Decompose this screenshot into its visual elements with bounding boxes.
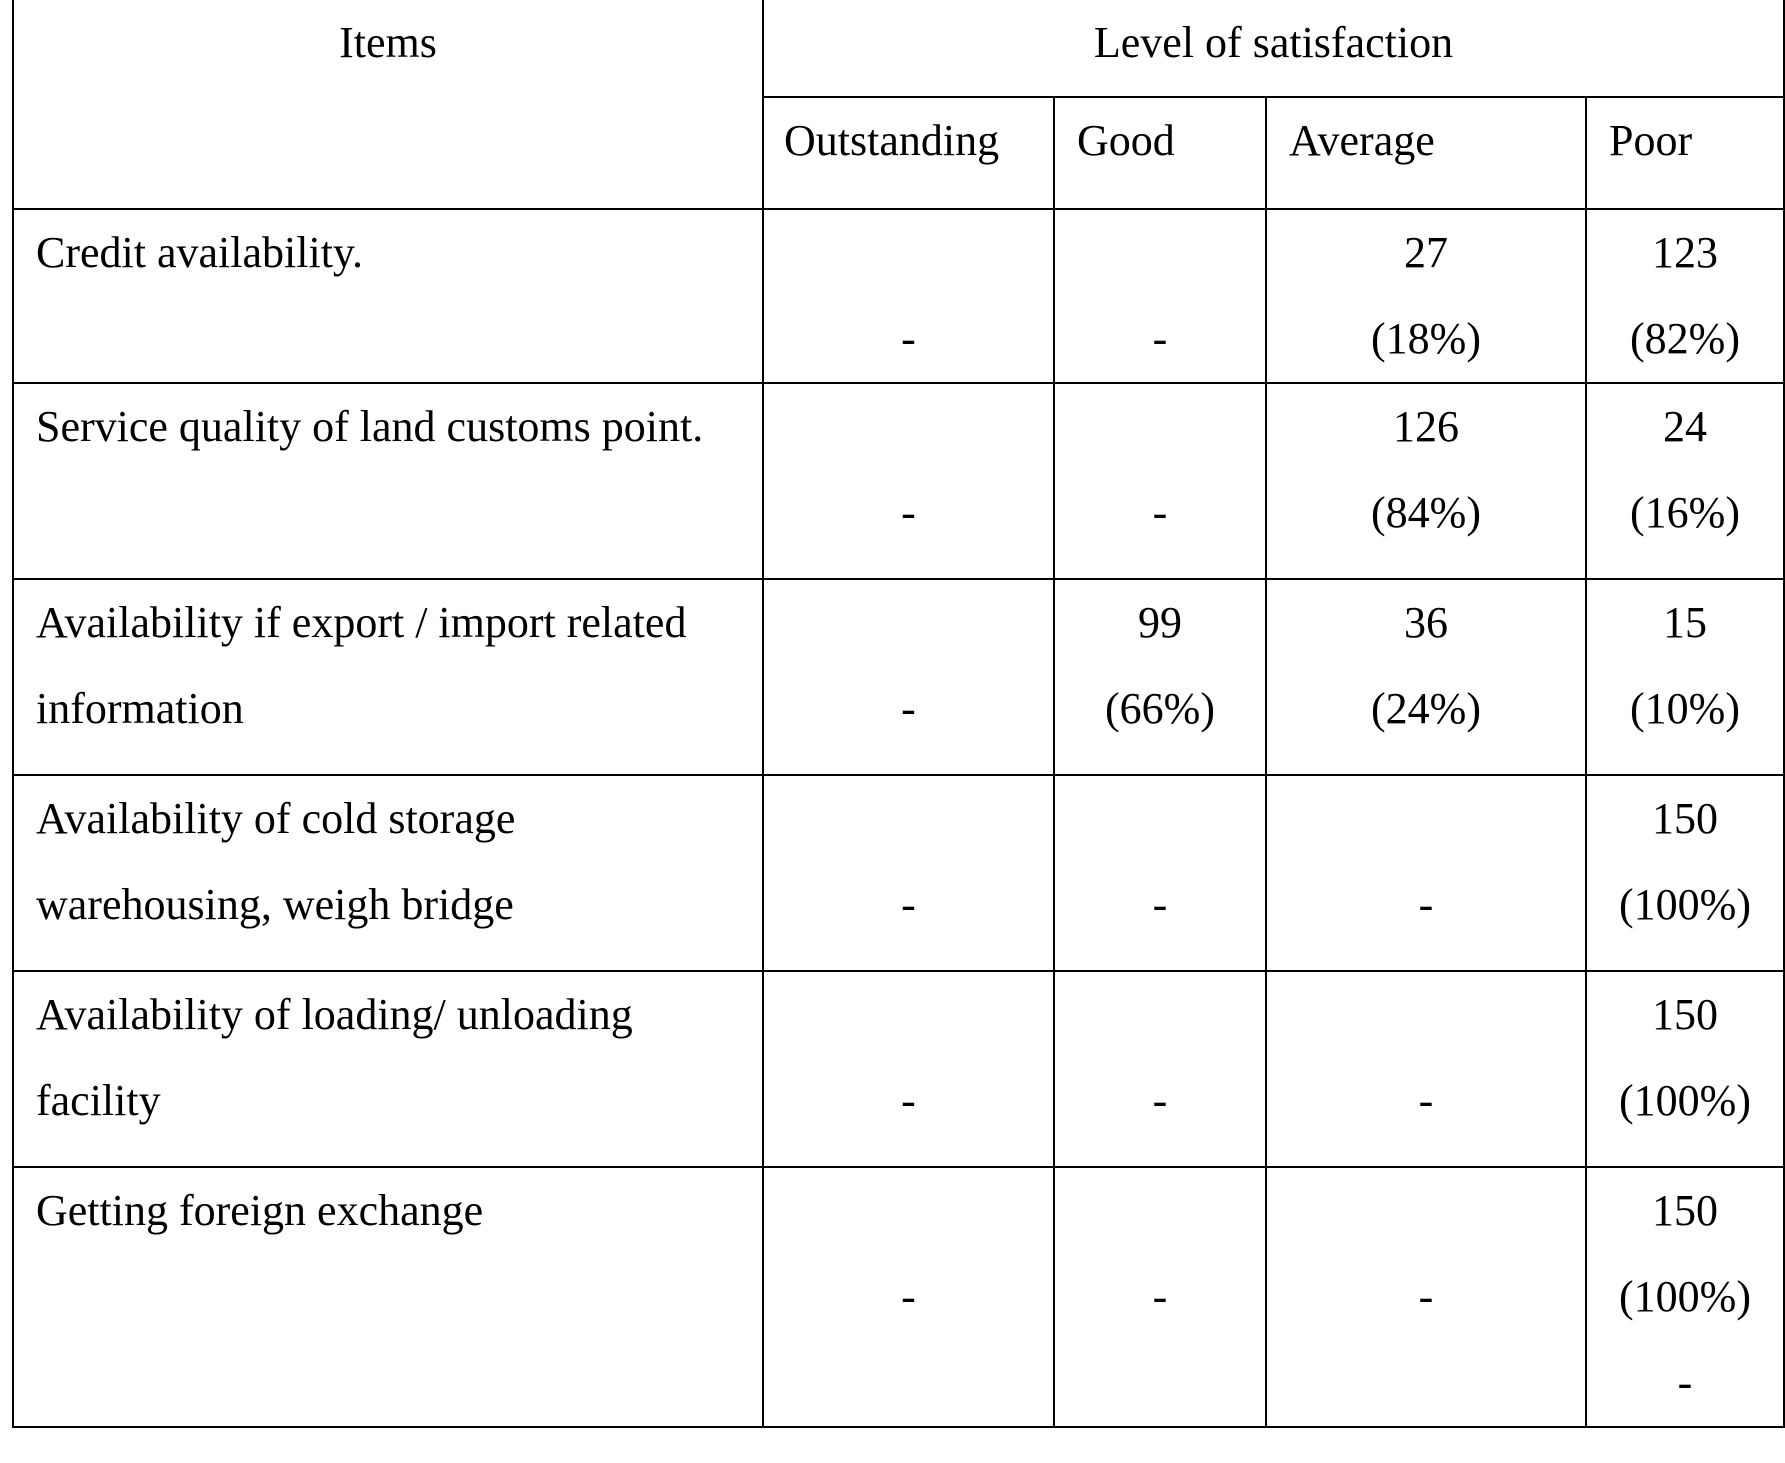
poor-cell: 24 (16%) [1586,383,1784,579]
item-cell: Availability if export / import related information [13,579,763,775]
header-outstanding: Outstanding [763,97,1054,209]
good-cell: - [1054,1167,1266,1427]
good-cell: - [1054,971,1266,1167]
average-cell: - [1266,1167,1586,1427]
outstanding-cell: - [763,775,1054,971]
average-cell: 126 (84%) [1266,383,1586,579]
average-cell: - [1266,775,1586,971]
poor-cell: 15 (10%) [1586,579,1784,775]
good-cell: - [1054,209,1266,383]
header-good: Good [1054,97,1266,209]
poor-cell: 150 (100%) [1586,971,1784,1167]
good-cell: - [1054,775,1266,971]
item-cell: Credit availability. [13,209,763,383]
table-row [13,209,1784,383]
good-cell: - [1054,383,1266,579]
item-cell: Availability of loading/ unloading facility [13,971,763,1167]
poor-cell: 123 (82%) [1586,209,1784,383]
poor-cell: 150 (100%) - [1586,1167,1784,1427]
average-cell: 27 (18%) [1266,209,1586,383]
outstanding-cell: - [763,1167,1054,1427]
satisfaction-table [12,0,1785,1428]
table-row [13,579,1784,775]
outstanding-cell: - [763,209,1054,383]
item-cell: Service quality of land customs point. [13,383,763,579]
table-row [13,775,1784,971]
table-row [13,971,1784,1167]
table-row [13,1167,1784,1427]
header-level-of-satisfaction: Level of satisfaction [763,0,1784,97]
outstanding-cell: - [763,579,1054,775]
header-poor: Poor [1586,97,1784,209]
header-items: Items [13,0,763,209]
outstanding-cell: - [763,971,1054,1167]
table-row [13,383,1784,579]
item-cell: Getting foreign exchange [13,1167,763,1427]
good-cell: 99 (66%) [1054,579,1266,775]
header-average: Average [1266,97,1586,209]
outstanding-cell: - [763,383,1054,579]
average-cell: - [1266,971,1586,1167]
item-cell: Availability of cold storage warehousing, weigh bridge [13,775,763,971]
poor-cell: 150 (100%) [1586,775,1784,971]
average-cell: 36 (24%) [1266,579,1586,775]
